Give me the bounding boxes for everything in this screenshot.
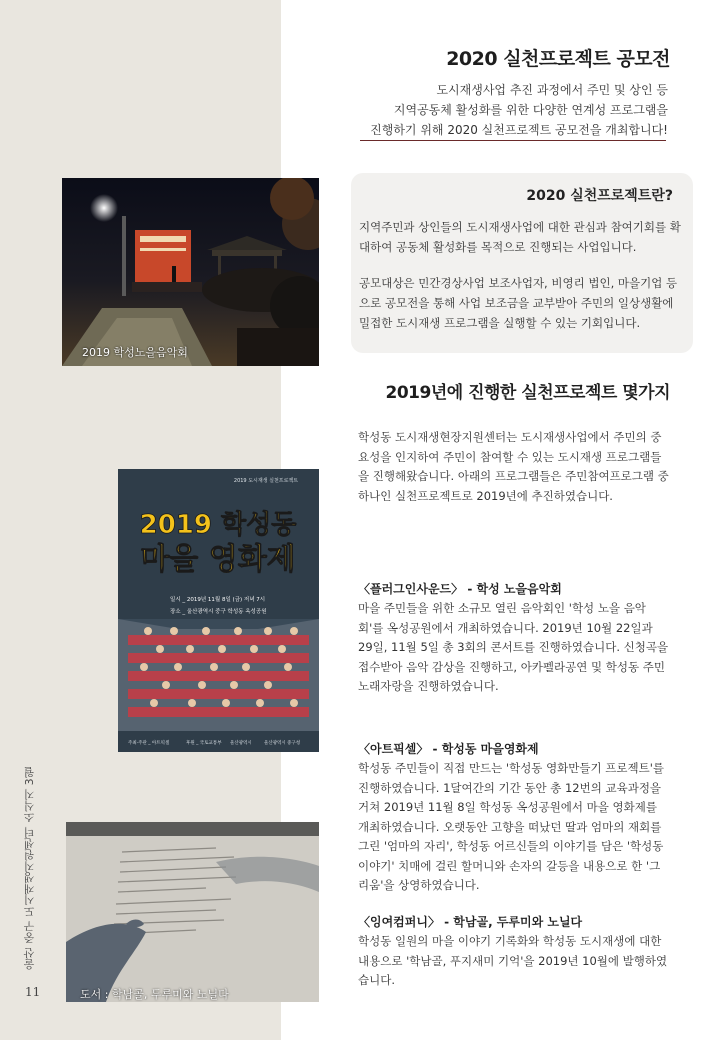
- intro-line: 도시재생사업 추진 과정에서 주민 및 상인 등: [436, 83, 668, 97]
- intro-text: [340, 80, 668, 140]
- poster-footer-text: 후원 _ 국토교통부: [186, 741, 222, 746]
- section-intro: 학성동 도시재생현장지원센터는 도시재생사업에서 주민의 중요성을 인지하여 주민이 참여할 수 있는 도시재생 프로그램들을 진행해왔습니다. 아래의 프로그램들은 주민참여프로그램 중 하나인 실천프로젝트로 2019년에 추진하였습니다.: [358, 430, 669, 503]
- poster-place: 장소 _ 울산광역시 중구 학성동 옥성공원: [170, 609, 267, 615]
- concert-photo: [62, 178, 319, 366]
- poster-footer-text: 울산광역시 중구청: [264, 741, 301, 746]
- info-box-paragraph: 지역주민과 상인들의 도시재생사업에 대한 관심과 참여기회를 확대하여 공동체 활성화를 목적으로 진행되는 사업입니다.: [359, 220, 681, 254]
- book-photo-caption: 도서 : 학남골, 두루미와 노닐다: [80, 988, 229, 1001]
- program-body: 학성동 주민들이 직접 만드는 '학성동 영화만들기 프로젝트'를 진행하였습니다. 1달여간의 기간 동안 총 12번의 교육과정을 거쳐 2019년 11월 8일 학성동 옥성공원에서 마을 영화제를 개최하였습니다. 오랫동안 고향을 떠났던 딸과 엄마의 재회를 그린 '엄마의 자리', 학성동 어르신들의 이야기를 담은 '학성동 이야기' 치매에 걸린 할머니와 손자의 갈등을 내용으로 한 '그리움'을 상영하였습니다.: [358, 761, 664, 892]
- concert-photo-caption: 2019 학성노을음악회: [82, 346, 188, 359]
- newsletter-vertical-label: 울산 중구 도시재생지원센터 소식지 3월: [23, 766, 36, 970]
- program-body: 마을 주민들을 위한 소규모 열린 음악회인 '학성 노을 음악회'를 옥성공원에서 개최하였습니다. 2019년 10월 22일과 29일, 11월 5일 총 3회의 콘서트를 진행하였습니다. 신청곡을 접수받아 음악 감상을 진행하고, 아카펠라공연 및 학성동 주민 노래자랑을 진행하였습니다.: [358, 601, 669, 693]
- poster-date: 일시 _ 2019년 11월 8일 (금) 저녁 7시: [170, 597, 266, 603]
- program-title: 〈아트픽셀〉 - 학성동 마을영화제: [358, 742, 539, 756]
- intro-line: 지역공동체 활성화를 위한 다양한 연계성 프로그램을: [393, 103, 668, 117]
- info-box-title: 2020 실천프로젝트란?: [526, 188, 673, 204]
- poster-footer-text: 주최·주관 _ 아트픽셀: [128, 741, 170, 746]
- movie-festival-poster: [118, 469, 319, 752]
- concert-illustration: [62, 178, 319, 366]
- info-box: [351, 173, 693, 353]
- section-title: 2019년에 진행한 실천프로젝트 몇가지: [385, 383, 670, 403]
- book-photo: [66, 822, 319, 1002]
- intro-line: 진행하기 위해 2020 실천프로젝트 공모전을 개최합니다!: [370, 123, 668, 137]
- page-number: 11: [25, 985, 41, 999]
- book-illustration: [66, 822, 319, 1002]
- program-body: 학성동 일원의 마을 이야기 기록화와 학성동 도시재생에 대한 내용으로 '학남골, 푸지새미 기억'을 2019년 10월에 발행하였습니다.: [358, 934, 668, 987]
- poster-title-line2: 마을 영화제: [140, 542, 296, 577]
- poster-title-line1: 2019 학성동: [139, 510, 297, 540]
- page-title: 2020 실천프로젝트 공모전: [446, 48, 670, 70]
- poster-footer-text: 울산광역시: [230, 741, 252, 746]
- program-title: 〈플러그인사운드〉 - 학성 노을음악회: [358, 582, 562, 596]
- poster-illustration: [118, 469, 319, 752]
- program-title: 〈잉여컴퍼니〉 - 학남골, 두루미와 노닐다: [358, 915, 583, 929]
- header-divider: [360, 140, 666, 141]
- info-box-paragraph: 공모대상은 민간경상사업 보조사업자, 비영리 법인, 마을기업 등으로 공모전을 통해 사업 보조금을 교부받아 주민의 일상생활에 밀접한 도시재생 프로그램을 실행할 수 있는 기회입니다.: [359, 276, 678, 330]
- poster-top-text: 2019 도시재생 실천프로젝트: [233, 478, 299, 484]
